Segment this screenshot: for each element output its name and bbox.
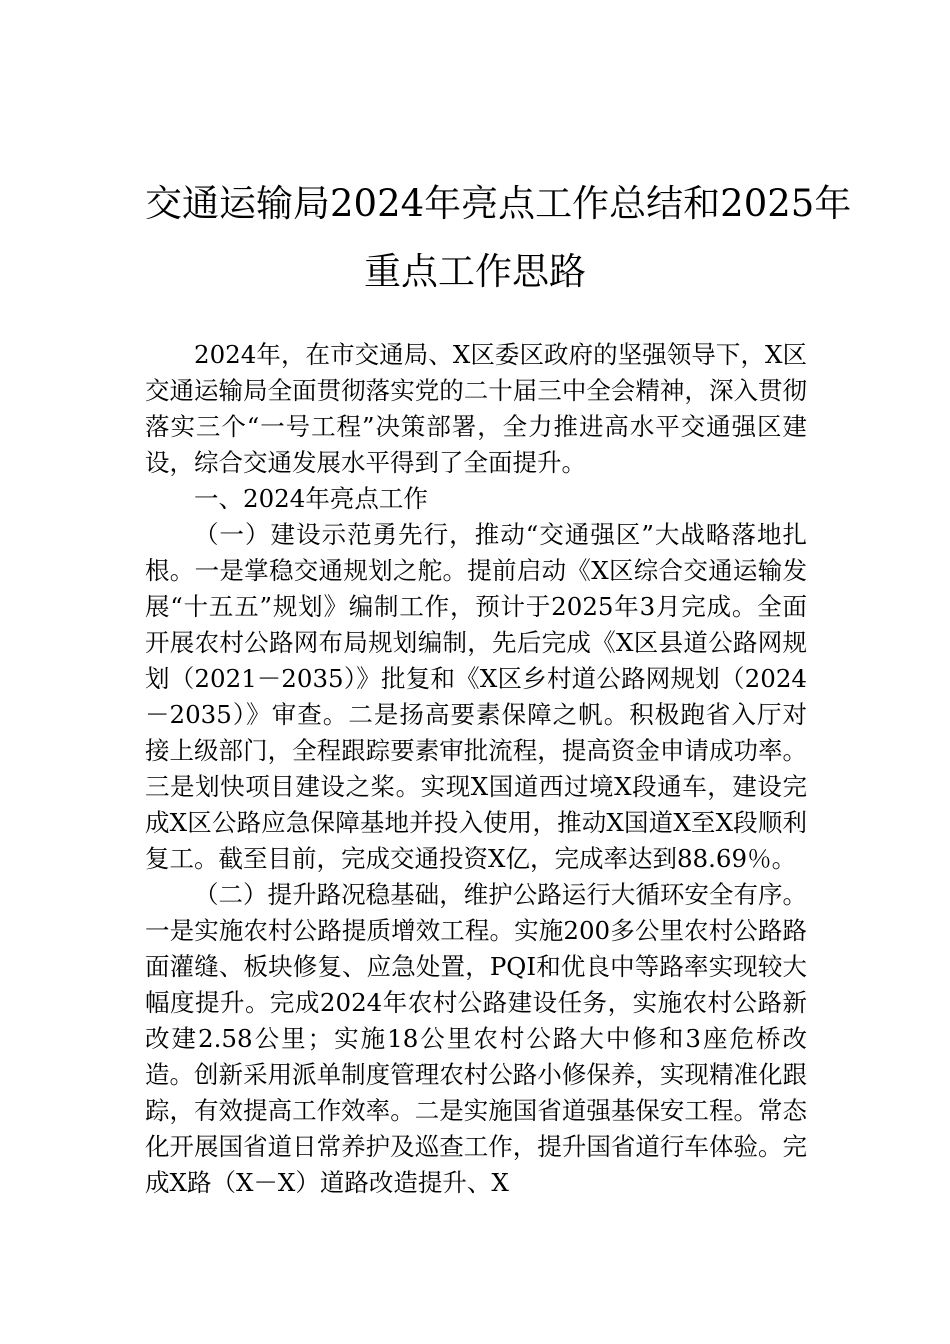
document-body: [145, 337, 807, 1201]
intro-paragraph: 2024年，在市交通局、X区委区政府的坚强领导下，X区交通运输局全面贯彻落实党的二十届三中全会精神，深入贯彻落实三个“一号工程”决策部署，全力推进高水平交通强区建设，综合交通发展水平得到了全面提升。: [145, 340, 807, 477]
section-heading: 一、2024年亮点工作: [194, 484, 428, 513]
body-paragraph: （一）建设示范勇先行，推动“交通强区”大战略落地扎根。一是掌稳交通规划之舵。提前启动《X区综合交通运输发展“十五五”规划》编制工作，预计于2025年3月完成。全面开展农村公路网布局规划编制，先后完成《X区县道公路网规划（2021－2035）》批复和《X区乡村道公路网规划（2024－2035）》审查。二是扬高要素保障之帆。积极跑省入厅对接上级部门，全程跟踪要素审批流程，提高资金申请成功率。三是划快项目建设之桨。实现X国道西过境X段通车，建设完成X区公路应急保障基地并投入使用，推动X国道X至X段顺利复工。截至目前，完成交通投资X亿，完成率达到88.69％。: [145, 520, 807, 873]
body-paragraph: （二）提升路况稳基础，维护公路运行大循环安全有序。一是实施农村公路提质增效工程。实施200多公里农村公路路面灌缝、板块修复、应急处置，PQI和优良中等路率实现较大幅度提升。完成2024年农村公路建设任务，实施农村公路新改建2.58公里；实施18公里农村公路大中修和3座危桥改造。创新采用派单制度管理农村公路小修保养，实现精准化跟踪，有效提高工作效率。二是实施国省道强基保安工程。常态化开展国省道日常养护及巡查工作，提升国省道行车体验。完成X路（X－X）道路改造提升、X: [145, 880, 807, 1197]
document-title: [145, 170, 852, 306]
title-line-2: 重点工作思路: [364, 250, 586, 293]
title-line-1: 交通运输局2024年亮点工作总结和2025年: [145, 182, 852, 225]
